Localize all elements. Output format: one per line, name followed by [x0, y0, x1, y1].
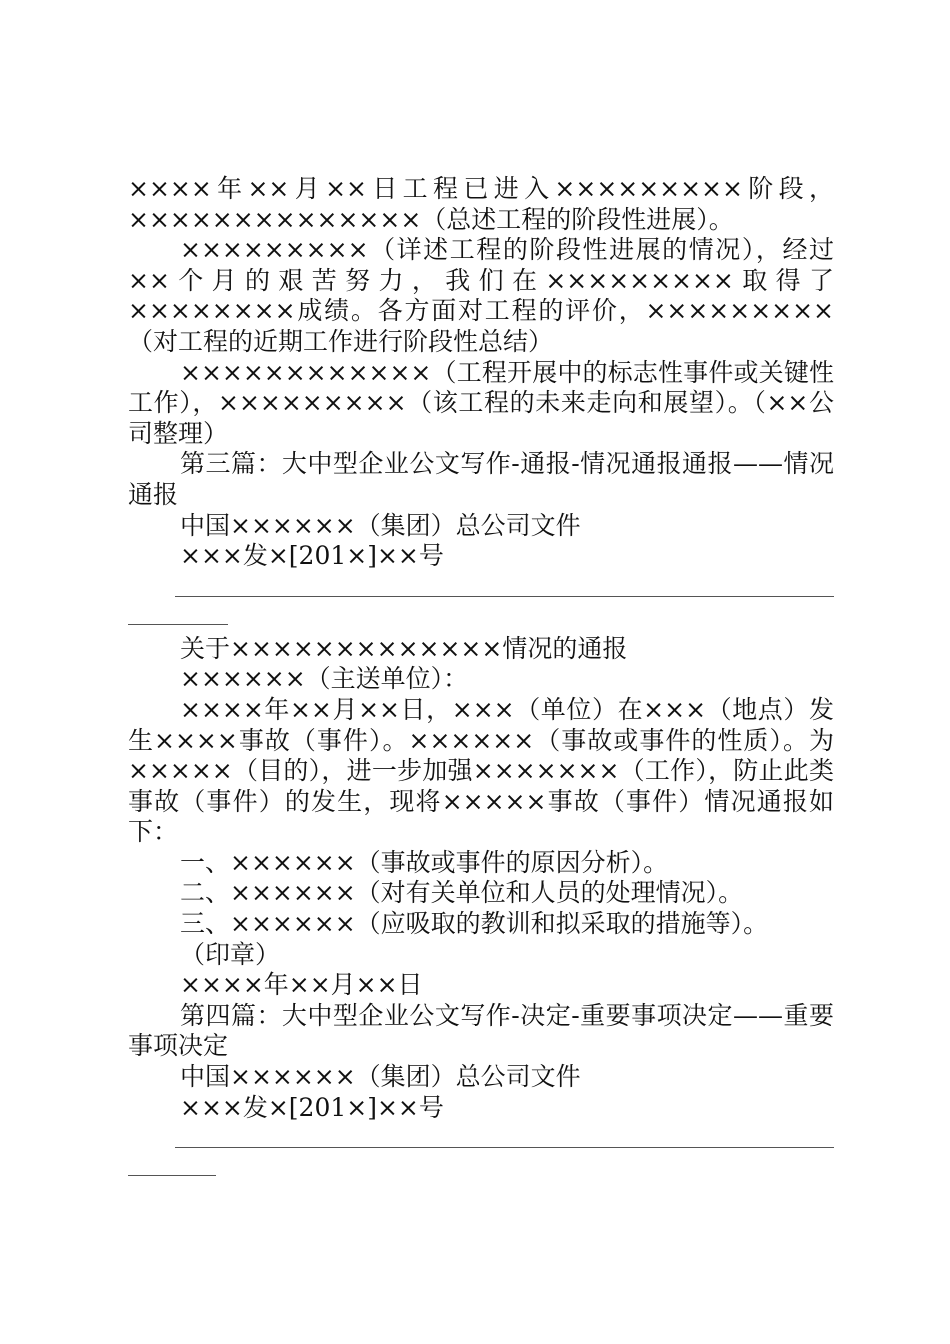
paragraph-stage-details: ×××××××××（详述工程的阶段性进展的情况），经过××个月的艰苦努力，我们在×××××××××取得了××××××××成绩。各方面对工程的评价，×××××××××（对工程的近期工作进行阶段性总结） — [128, 235, 834, 356]
divider-line-short — [128, 624, 228, 625]
divider-line-short — [128, 1175, 216, 1176]
notice-item-1: 一、××××××（事故或事件的原因分析）。 — [180, 847, 669, 877]
document-body — [128, 174, 834, 1185]
notice-recipient: ××××××（主送单位）： — [180, 664, 469, 694]
divider-line — [175, 596, 834, 597]
notice-body: ××××年××月××日，×××（单位）在×××（地点）发生××××事故（事件）。××××××（事故或事件的性质）。为×××××（目的），进一步加强×××××××（工作），防止此类事故（事件）的发生，现将×××××事故（事件）情况通报如下： — [128, 694, 834, 847]
paragraph-milestones: ××××××××××××（工程开展中的标志性事件或关键性工作），×××××××××（该工程的未来走向和展望）。（××公司整理） — [128, 357, 834, 448]
notice-item-2: 二、××××××（对有关单位和人员的处理情况）。 — [180, 878, 744, 908]
chapter4-heading: 第四篇：大中型企业公文写作-决定-重要事项决定——重要事项决定 — [128, 1000, 834, 1061]
chapter3-org: 中国××××××（集团）总公司文件 — [180, 510, 581, 540]
notice-seal: （印章） — [180, 939, 281, 969]
chapter4-doc-number: ×××发×[201×]××号 — [180, 1092, 444, 1122]
chapter3-doc-number: ×××发×[201×]××号 — [180, 541, 444, 571]
chapter3-heading: 第三篇：大中型企业公文写作-通报-情况通报通报——情况通报 — [128, 449, 834, 509]
notice-date: ××××年××月××日 — [180, 970, 423, 1000]
divider-rule — [128, 572, 834, 634]
divider-rule-2 — [128, 1123, 834, 1185]
notice-item-3: 三、××××××（应吸取的教训和拟采取的措施等）。 — [180, 909, 769, 939]
paragraph-stage-overview: ××××年××月××日工程已进入×××××××××阶段，××××××××××××××（总述工程的阶段性进展）。 — [128, 174, 834, 234]
notice-title: 关于×××××××××××××情况的通报 — [180, 633, 628, 663]
divider-line — [175, 1147, 834, 1148]
chapter4-org: 中国××××××（集团）总公司文件 — [180, 1062, 581, 1092]
